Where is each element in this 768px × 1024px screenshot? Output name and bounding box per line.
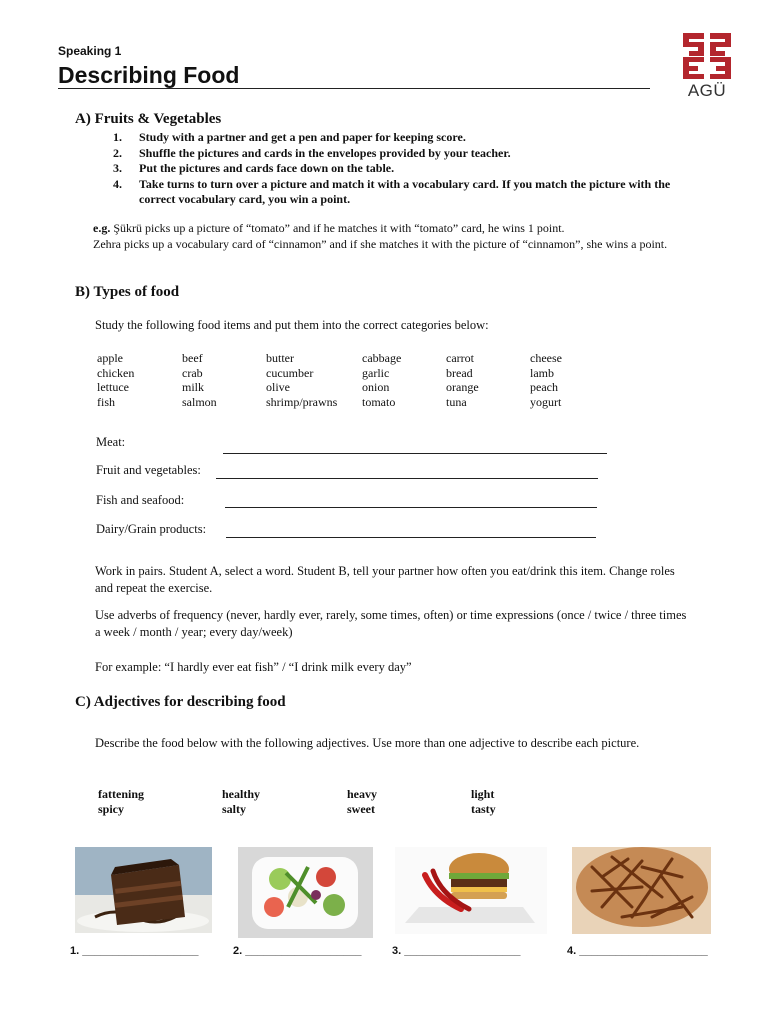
section-a-heading: A) Fruits & Vegetables	[75, 111, 222, 127]
adjective-list	[98, 787, 518, 817]
agu-logo	[683, 33, 731, 101]
table-row: fattening healthy heavy light	[98, 787, 495, 801]
answer-blank-1[interactable]: 1. ___________________	[70, 945, 199, 957]
adverbs-instruction: Use adverbs of frequency (never, hardly ever, rarely, some times, often) or time expressions (once / twice / three times a week / month / year; every day/week)	[95, 608, 687, 639]
category-label-fish-seafood: Fish and seafood:	[96, 493, 185, 507]
section-b-heading: B) Types of food	[75, 284, 180, 300]
answer-line-fish-seafood[interactable]	[225, 507, 597, 508]
answer-blank-2[interactable]: 2. ___________________	[233, 945, 362, 957]
section-b-instruction: Study the following food items and put them into the correct categories below:	[95, 318, 489, 332]
table-row: lettuce milk olive onion orange peach	[97, 380, 558, 395]
answer-blank-4[interactable]: 4. _____________________	[567, 945, 708, 957]
salad-image	[238, 847, 373, 938]
list-item: 4. Take turns to turn over a picture and match it with a vocabulary card. If you match the picture with the correct vocabulary card, you win a point.	[113, 176, 671, 206]
pretzel-sticks-image	[572, 847, 711, 934]
list-item: 3. Put the pictures and cards face down on the table.	[113, 161, 395, 175]
answer-line-fruit-vegetables[interactable]	[216, 478, 598, 479]
table-row: spicy salty sweet tasty	[98, 802, 496, 816]
burger-image	[395, 847, 547, 934]
pairs-instruction: Work in pairs. Student A, select a word. Student B, tell your partner how often you eat/drink this item. Change roles and repeat the exercise.	[95, 564, 675, 595]
frequency-example: For example: “I hardly ever eat fish” / “I drink milk every day”	[95, 660, 412, 674]
answer-line-meat[interactable]	[223, 453, 607, 454]
list-item: 1. Study with a partner and get a pen and paper for keeping score.	[113, 130, 466, 144]
answer-blank-3[interactable]: 3. ___________________	[392, 945, 521, 957]
section-c-heading: C) Adjectives for describing food	[75, 694, 286, 710]
course-label: Speaking 1	[58, 44, 122, 58]
page-title: Describing Food	[58, 62, 240, 88]
title-underline	[58, 88, 650, 89]
category-label-meat: Meat:	[96, 435, 126, 449]
table-row: apple beef butter cabbage carrot cheese	[97, 351, 562, 365]
answer-line-dairy-grain[interactable]	[226, 537, 596, 538]
category-label-dairy-grain: Dairy/Grain products:	[96, 522, 207, 536]
table-row: chicken crab cucumber garlic bread lamb	[97, 365, 554, 380]
section-c-instruction: Describe the food below with the following adjectives. Use more than one adjective to describe each picture.	[95, 736, 640, 750]
agu-logo-mark-icon	[683, 33, 731, 79]
section-a-steps	[113, 130, 699, 208]
chocolate-cake-image	[75, 847, 212, 933]
list-item: 2. Shuffle the pictures and cards in the envelopes provided by your teacher.	[113, 145, 511, 160]
logo-text: AGÜ	[687, 81, 727, 100]
food-word-table	[97, 351, 562, 410]
table-row: fish salmon shrimp/prawns tomato tuna yogurt	[97, 395, 562, 410]
example-text: e.g. Şükrü picks up a picture of “tomato” and if he matches it with “tomato” card, he wins 1 point. Zehra picks up a vocabulary card of “cinnamon” and if she matches it with the picture of “cinnamon”, she wins a point.	[93, 221, 668, 251]
category-label-fruit-vegetables: Fruit and vegetables:	[96, 463, 201, 477]
